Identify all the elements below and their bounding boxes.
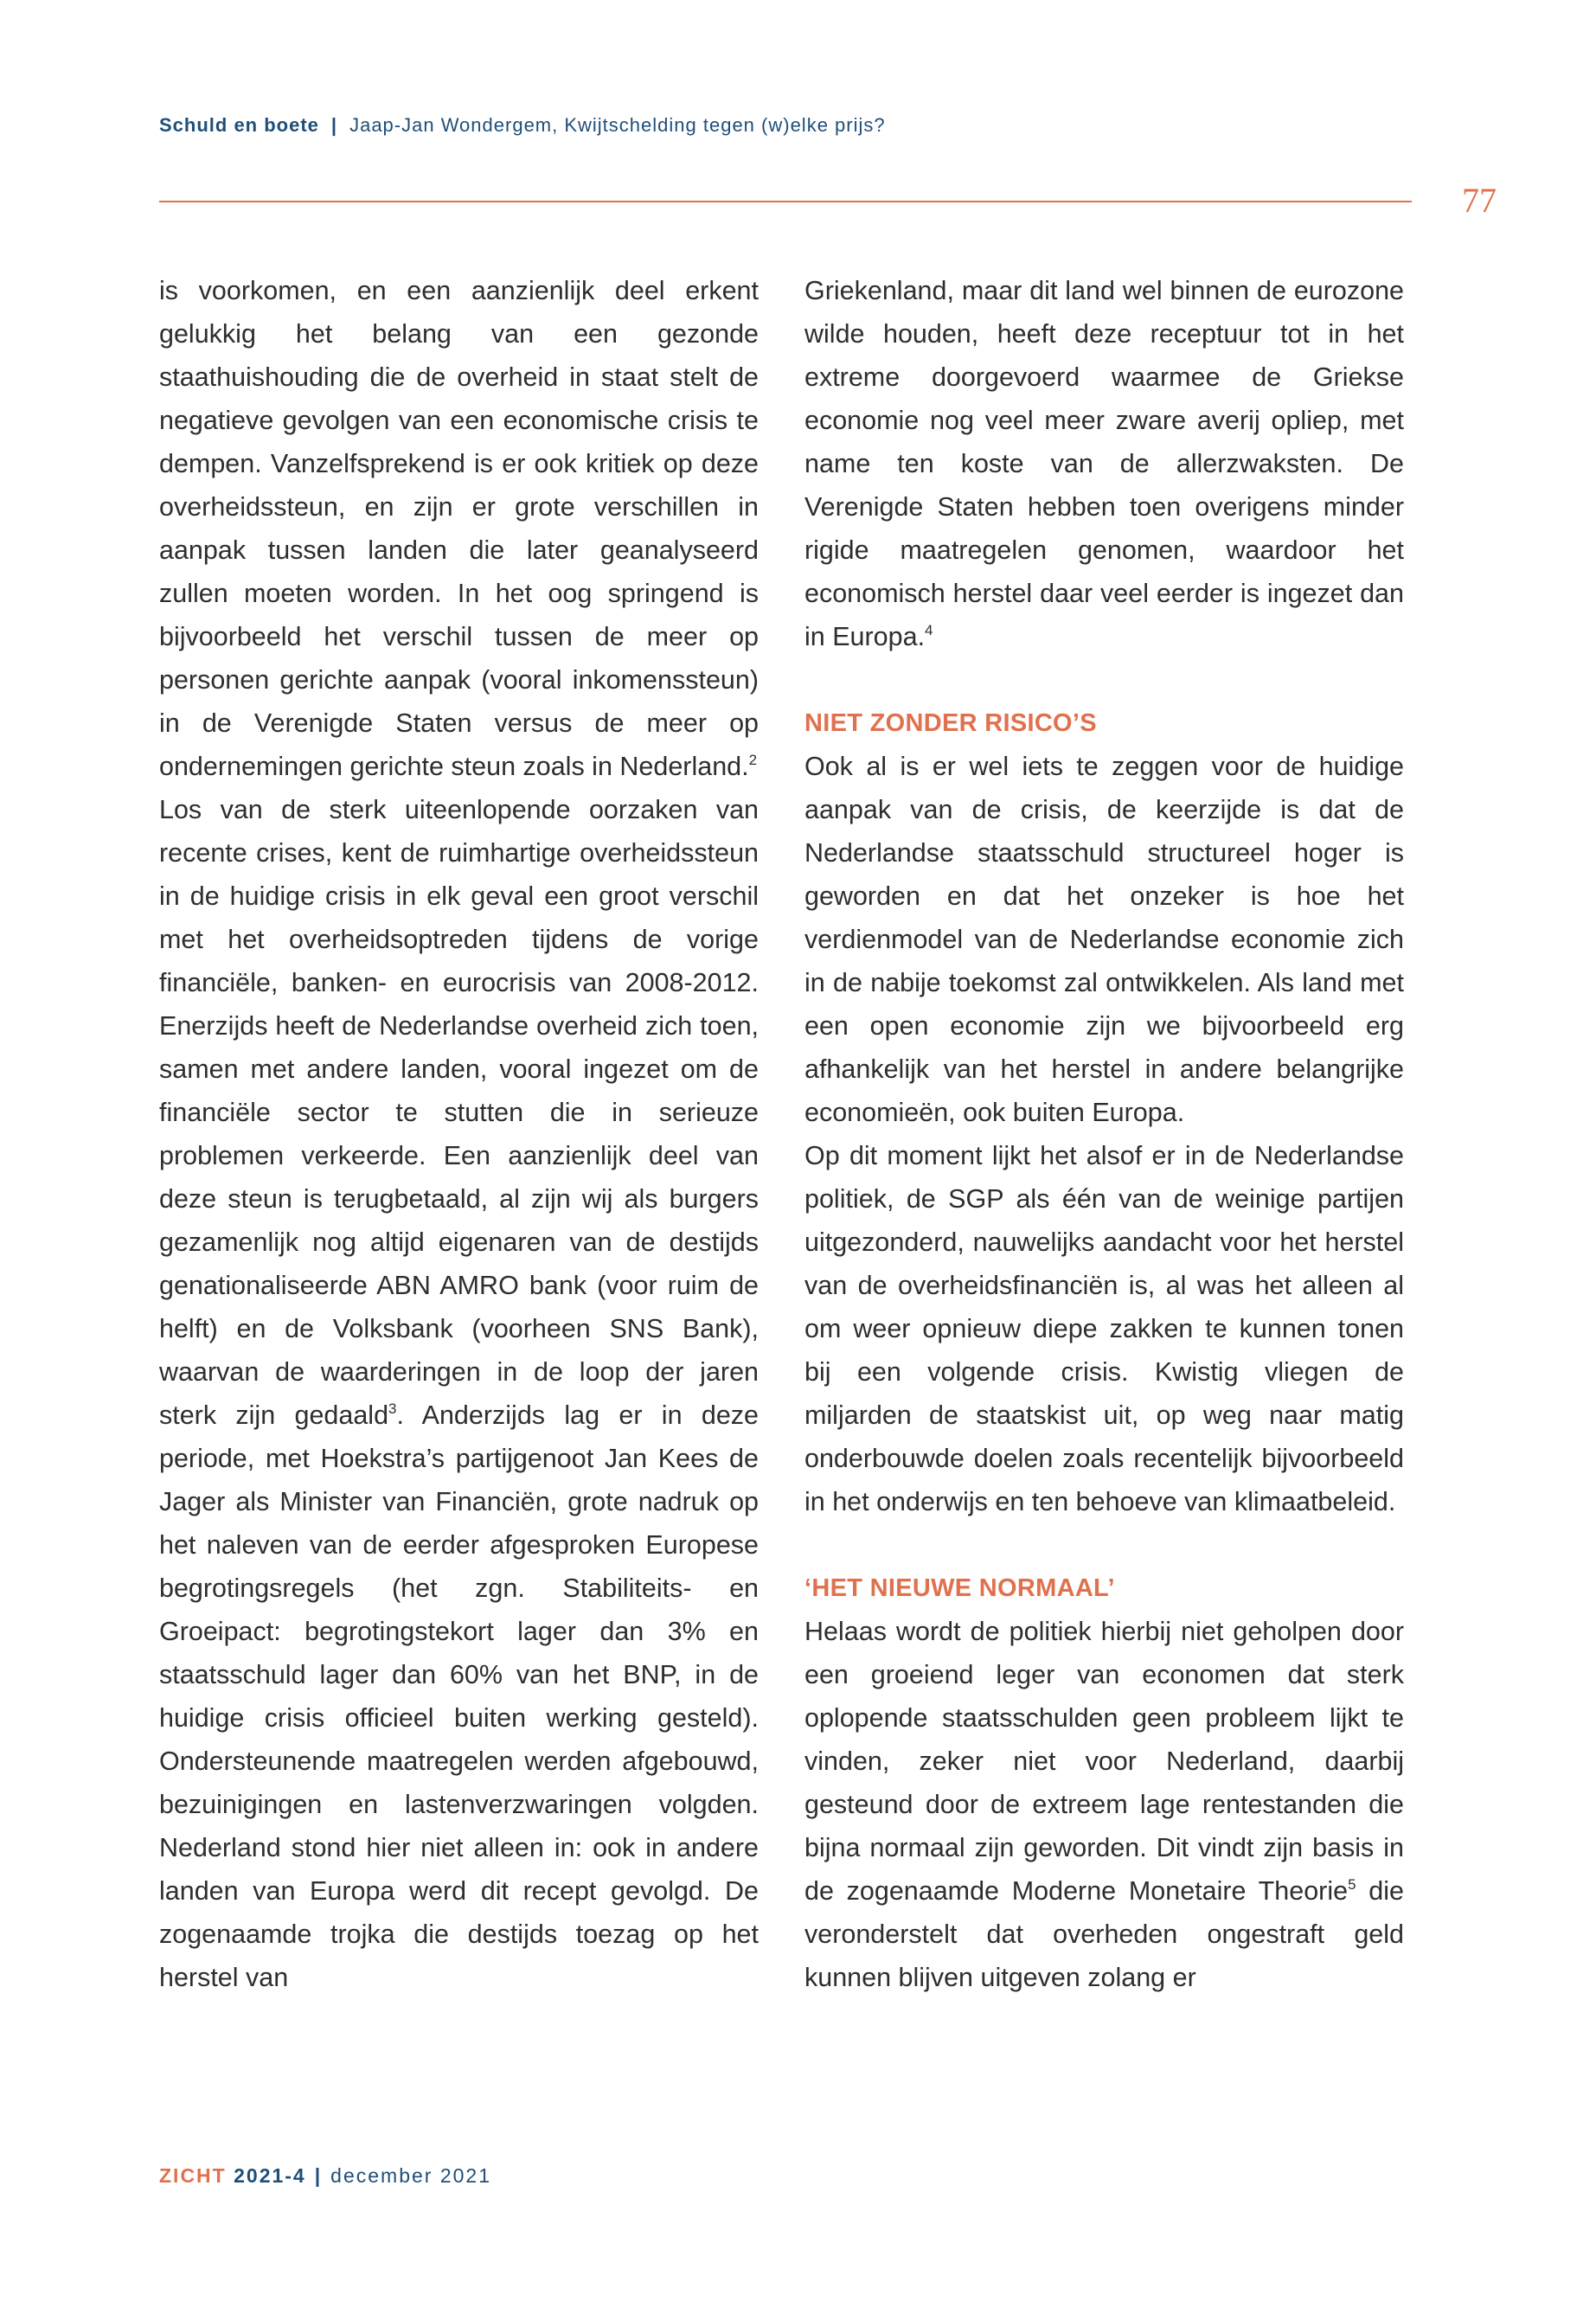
paragraph-text: Griekenland, maar dit land wel binnen de eurozone wilde houden, heeft deze receptuur tot in het extreme doorgevoerd waarmee de Griekse economie nog veel meer zware averij opliep, met name ten koste van de allerzwaksten. De Verenigde Staten hebben toen overigens minder rigide maatregelen genomen, waardoor het economisch herstel daar veel eerder is ingezet dan in Europa. (804, 276, 1404, 651)
paragraph-text: is voorkomen, en een aanzienlijk deel erkent gelukkig het belang van een gezonde staathuishouding die de overheid in staat stelt de negatieve gevolgen van een economische crisis te dempen. Vanzelfsprekend is er ook kritiek op deze overheidssteun, en zijn er grote verschillen in aanpak tussen landen die later geanalyseerd zullen moeten worden. In het oog springend is bijvoorbeeld het verschil tussen de meer op personen gerichte aanpak (vooral inkomenssteun) in de Verenigde Staten versus de meer op ondernemingen gerichte steun zoals in Nederland. (159, 276, 759, 781)
left-column (159, 269, 759, 1999)
paragraph-text: Helaas wordt de politiek hierbij niet geholpen door een groeiend leger van economen dat sterk oplopende staatsschulden geen probleem lijkt te vinden, zeker niet voor Nederland, daarbij gesteund door de extreem lage rentestanden die bijna normaal zijn geworden. Dit vindt zijn basis in de zogenaamde Moderne Monetaire Theorie (804, 1617, 1404, 1906)
footer-date: december 2021 (330, 2164, 492, 2187)
header-separator: | (330, 114, 338, 136)
footer-magazine: ZICHT (159, 2164, 227, 2187)
paragraph-text: . Anderzijds lag er in deze periode, met Hoekstra’s partijgenoot Jan Kees de Jager als Minister van Financiën, grote nadruk op het naleven van de eerder afgesproken Europese begrotingsregels (het zgn. Stabiliteits- en Groeipact: begrotingstekort lager dan 3% en staatsschuld lager dan 60% van het BNP, in de huidige crisis officieel buiten werking gesteld). Ondersteunende maatregelen werden afgebouwd, bezuinigingen en lastenverzwaringen volgden. Nederland stond hier niet alleen in: ook in andere landen van Europa werd dit recept gevolgd. De zogenaamde trojka die destijds toezag op het herstel van (159, 1400, 759, 1992)
header-article-title: Jaap-Jan Wondergem, Kwijtschelding tegen (w)elke prijs? (349, 114, 886, 136)
footer (159, 2164, 491, 2188)
paragraph (159, 269, 759, 788)
paragraph (804, 1610, 1404, 1999)
footer-issue: 2021-4 (234, 2164, 306, 2187)
section-heading: ‘HET NIEUWE NORMAAL’ (804, 1574, 1115, 1602)
section-heading: NIET ZONDER RISICO’S (804, 709, 1097, 737)
header-rule (159, 201, 1412, 202)
paragraph (159, 788, 759, 1999)
paragraph-text: Los van de sterk uiteenlopende oorzaken van recente crises, kent de ruimhartige overheidssteun in de huidige crisis in elk geval een groot verschil met het overheidsoptreden tijdens de vorige financiële, banken- en eurocrisis van 2008-2012. Enerzijds heeft de Nederlandse overheid zich toen, samen met andere landen, vooral ingezet om de financiële sector te stutten die in serieuze problemen verkeerde. Een aanzienlijk deel van deze steun is terugbetaald, al zijn wij als burgers gezamenlijk nog altijd eigenaren van de destijds genationaliseerde ABN AMRO bank (voor ruim de helft) en de Volksbank (voorheen SNS Bank), waarvan de waarderingen in de loop der jaren sterk zijn gedaald (159, 795, 759, 1430)
footer-separator: | (314, 2164, 323, 2187)
paragraph (804, 269, 1404, 658)
right-column (804, 269, 1404, 1999)
paragraph: Ook al is er wel iets te zeggen voor de huidige aanpak van de crisis, de keerzijde is dat de Nederlandse staatsschuld structureel hoger is geworden en dat het onzeker is hoe het verdienmodel van de Nederlandse economie zich in de nabije toekomst zal ontwikkelen. Als land met een open economie zijn we bijvoorbeeld erg afhankelijk van het herstel in andere belangrijke economieën, ook buiten Europa. (804, 752, 1404, 1127)
header-section: Schuld en boete (159, 114, 319, 136)
paragraph-text: die veronderstelt dat overheden ongestraft geld kunnen blijven uitgeven zolang er (804, 1876, 1404, 1992)
footnote-ref: 5 (1348, 1876, 1356, 1893)
footnote-ref: 3 (388, 1400, 397, 1417)
footnote-ref: 4 (925, 622, 933, 638)
footnote-ref: 2 (748, 752, 758, 768)
paragraph: Op dit moment lijkt het alsof er in de Nederlandse politiek, de SGP als één van de weinige partijen uitgezonderd, nauwelijks aandacht voor het herstel van de overheidsfinanciën is, al was het alleen al om weer opnieuw diepe zakken te kunnen tonen bij een volgende crisis. Kwistig vliegen de miljarden de staatskist uit, op weg naar matig onderbouwde doelen zoals recentelijk bijvoorbeeld in het onderwijs en ten behoeve van klimaatbeleid. (804, 1141, 1404, 1516)
page-number: 77 (1462, 181, 1497, 220)
running-header (159, 114, 886, 137)
